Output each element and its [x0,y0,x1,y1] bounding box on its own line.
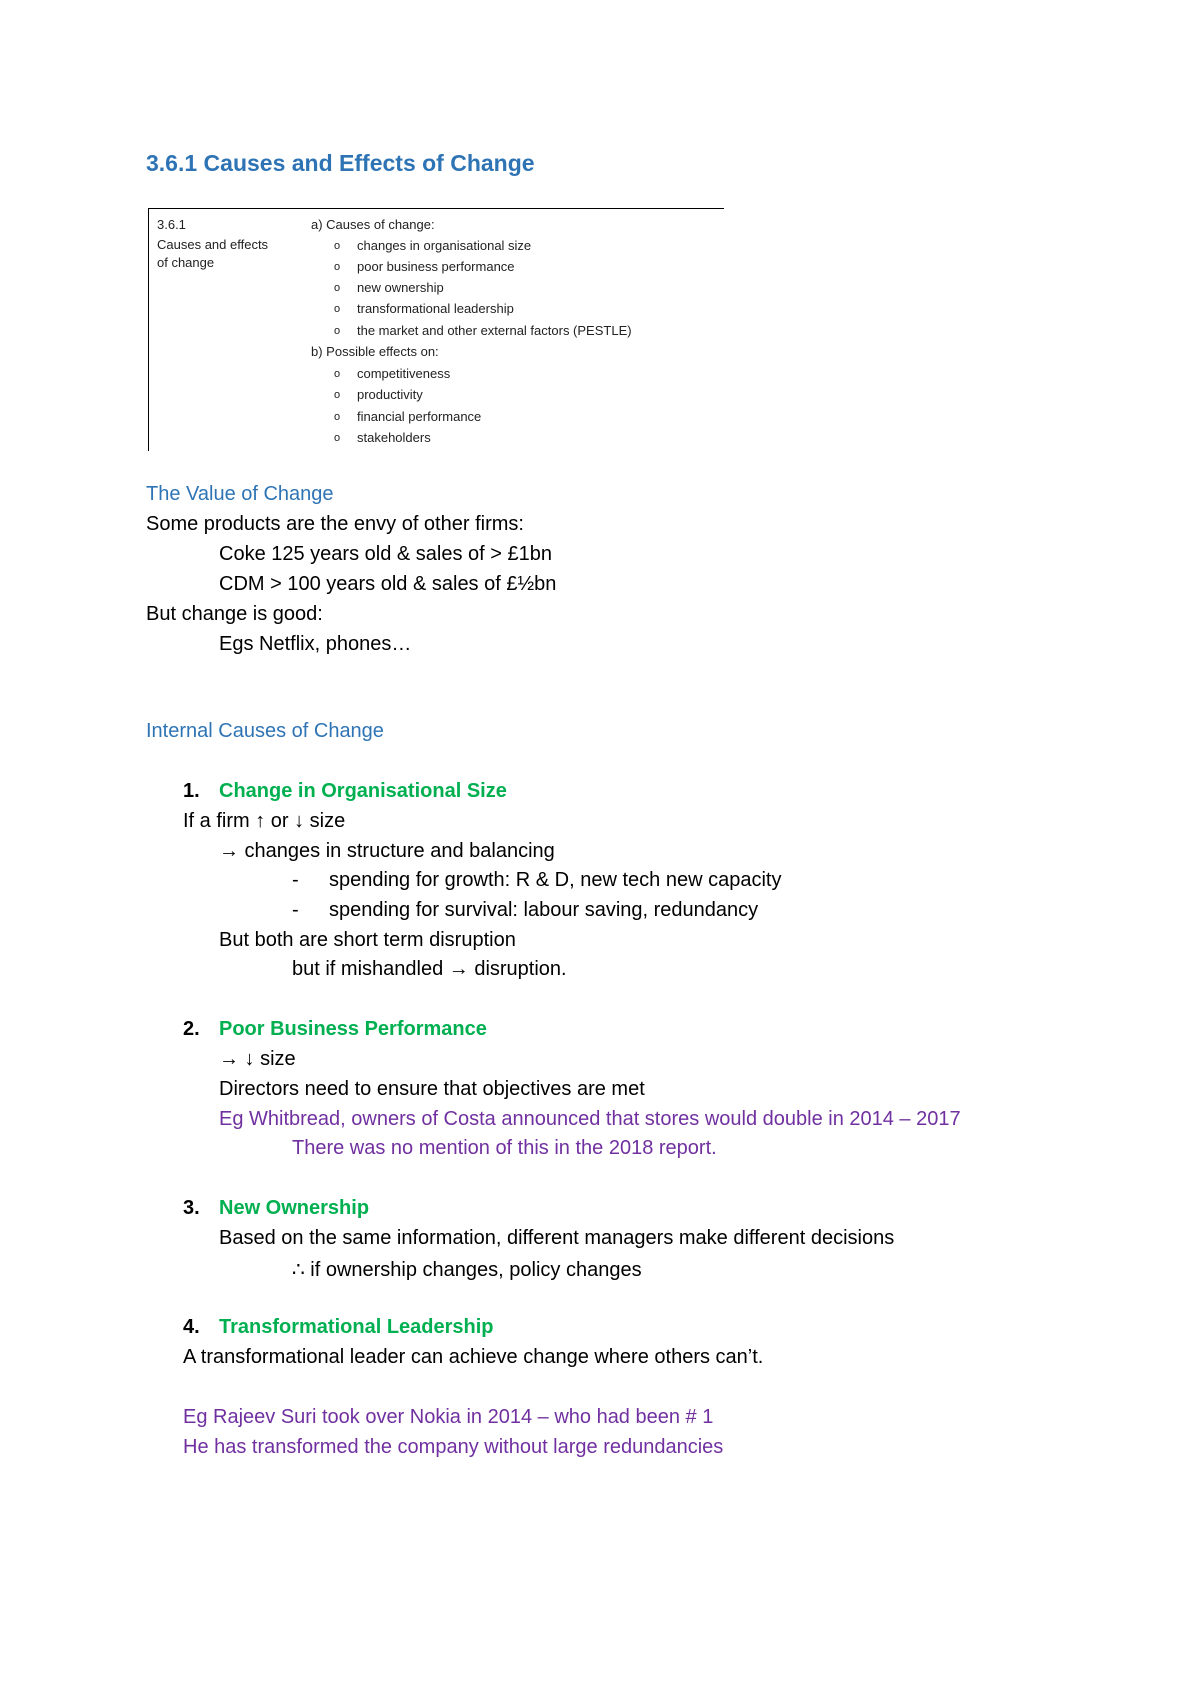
bullet-icon: o [334,303,341,315]
item-number: 4. [183,1316,200,1338]
spec-name-line2: of change [157,255,215,270]
spec-cause-item: new ownership [357,280,444,295]
value-line: Coke 125 years old & sales of > £1bn [219,543,552,565]
spec-cause-item: poor business performance [357,259,515,274]
spec-cause-item: the market and other external factors (PESTLE) [357,323,632,338]
dash-marker: - [292,899,299,921]
bullet-icon: o [334,261,341,273]
spec-effect-item: financial performance [357,409,482,424]
body-line: spending for survival: labour saving, redundancy [329,899,759,921]
bullet-icon: o [334,389,341,401]
spec-cause-item: changes in organisational size [357,238,532,253]
specification-table [148,208,724,451]
body-line: ∴ if ownership changes, policy changes [292,1259,642,1281]
body-line: If a firm ↑ or ↓ size [183,810,346,832]
value-line: CDM > 100 years old & sales of £½bn [219,573,557,595]
value-heading: The Value of Change [146,483,334,505]
bullet-icon: o [334,411,341,423]
section-title: New Ownership [219,1197,370,1219]
body-line: A transformational leader can achieve change where others can’t. [183,1346,764,1368]
spec-name-line1: Causes and effects [157,237,269,252]
item-number: 1. [183,780,200,802]
section-title: Transformational Leadership [219,1316,494,1338]
bullet-icon: o [334,325,341,337]
example-line: Eg Whitbread, owners of Costa announced that stores would double in 2014 – 2017 [219,1108,961,1130]
example-line: Eg Rajeev Suri took over Nokia in 2014 – who had been # 1 [183,1406,714,1428]
value-line: But change is good: [146,603,323,625]
body-line: → changes in structure and balancing [219,840,555,862]
bullet-icon: o [334,432,341,444]
spec-part-b: b) Possible effects on: [311,344,439,359]
spec-effect-item: stakeholders [357,430,431,445]
section-title: Change in Organisational Size [219,780,507,802]
example-line: He has transformed the company without large redundancies [183,1436,724,1458]
bullet-icon: o [334,240,341,252]
bullet-icon: o [334,368,341,380]
body-line: spending for growth: R & D, new tech new capacity [329,869,782,891]
item-number: 3. [183,1197,200,1219]
body-line: Directors need to ensure that objectives are met [219,1078,645,1100]
spec-code: 3.6.1 [157,217,186,232]
dash-marker: - [292,869,299,891]
body-line: but if mishandled → disruption. [292,958,567,980]
value-line: Egs Netflix, phones… [219,633,412,655]
bullet-icon: o [334,282,341,294]
internal-heading: Internal Causes of Change [146,720,384,742]
item-number: 2. [183,1018,200,1040]
spec-part-a: a) Causes of change: [311,217,435,232]
spec-cause-item: transformational leadership [357,301,514,316]
body-line: Based on the same information, different managers make different decisions [219,1227,895,1249]
example-line: There was no mention of this in the 2018 report. [292,1137,717,1159]
body-line: But both are short term disruption [219,929,516,951]
spec-effect-item: productivity [357,387,423,402]
body-line: → ↓ size [219,1048,296,1070]
spec-effect-item: competitiveness [357,366,451,381]
page-title: 3.6.1 Causes and Effects of Change [146,150,535,176]
value-line: Some products are the envy of other firms: [146,513,524,535]
section-title: Poor Business Performance [219,1018,487,1040]
